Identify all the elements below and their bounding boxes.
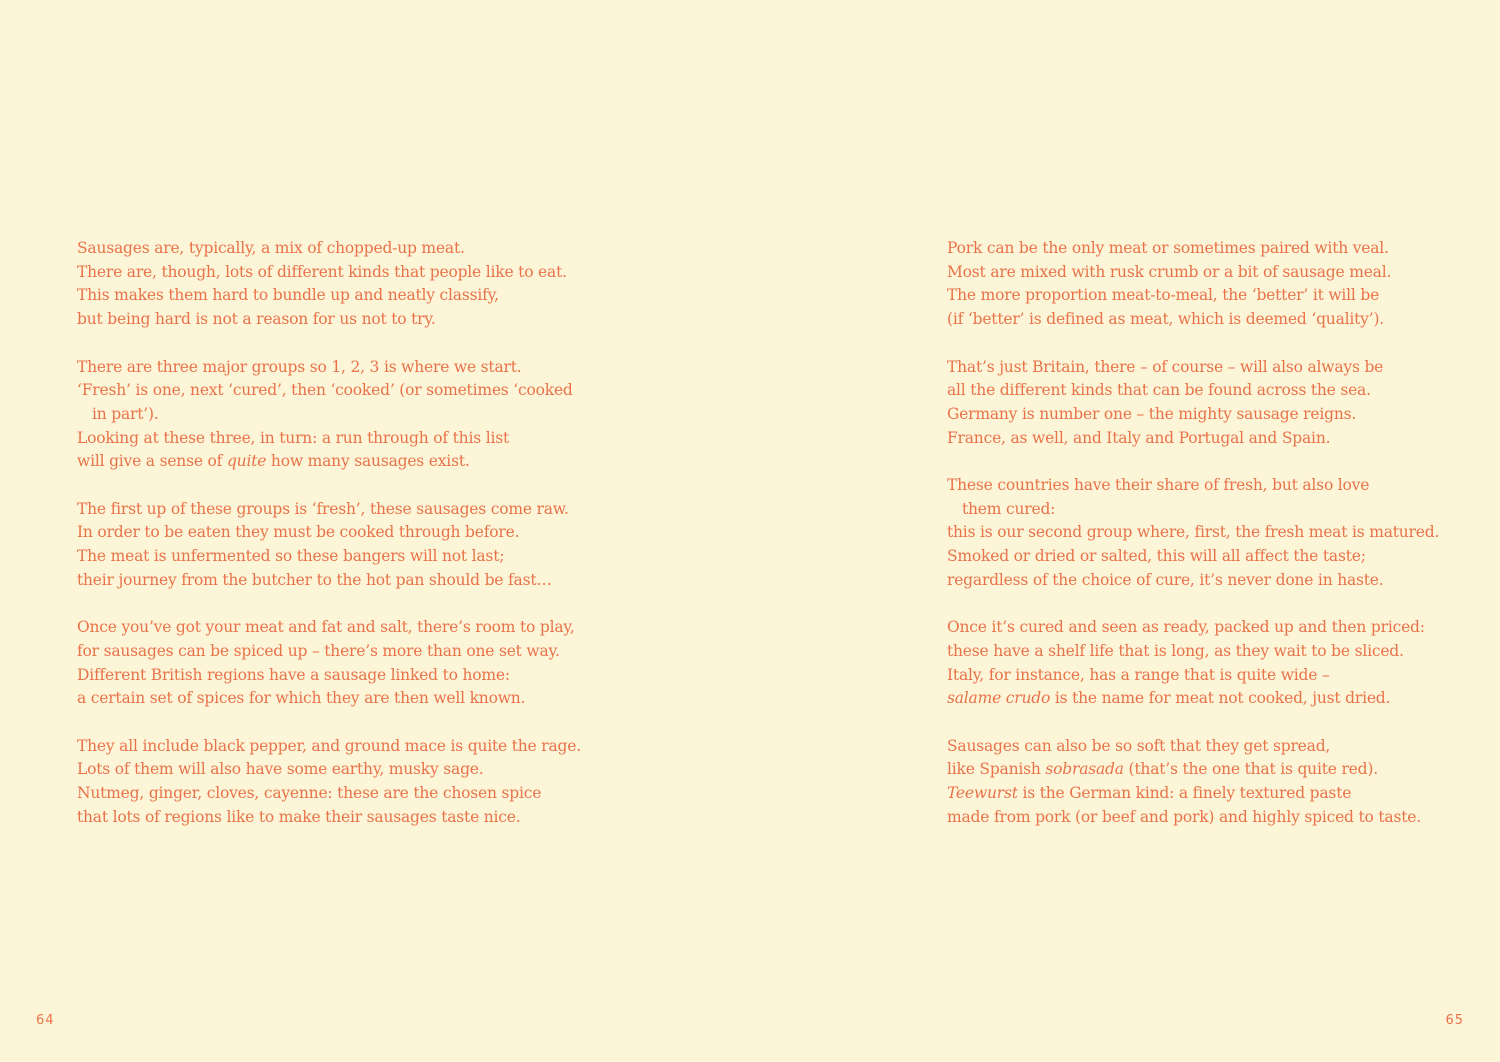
poem-line: ‘Fresh’ is one, next ‘cured’, then ‘cooked’ (or sometimes ‘cooked	[77, 381, 573, 400]
poem-line: Nutmeg, ginger, cloves, cayenne: these are the chosen spice	[77, 784, 542, 803]
poem-line: but being hard is not a reason for us not to try.	[77, 310, 436, 329]
poem-line: That’s just Britain, there – of course – will also always be	[947, 357, 1384, 376]
poem-line: The first up of these groups is ‘fresh’, these sausages come raw.	[77, 499, 569, 518]
poem-line: Italy, for instance, has a range that is quite wide –	[947, 665, 1330, 684]
emphasis-text: Teewurst	[947, 784, 1018, 803]
stanza	[77, 237, 717, 332]
poem-line: Smoked or dried or salted, this will all affect the taste;	[947, 547, 1366, 566]
page-number: 65	[1445, 1013, 1464, 1028]
poem-line: This makes them hard to bundle up and neatly classify,	[77, 286, 499, 305]
poem-line: (if ‘better’ is defined as meat, which is deemed ‘quality’).	[947, 310, 1385, 329]
poem-line: Lots of them will also have some earthy, musky sage.	[77, 760, 484, 779]
stanza	[77, 735, 717, 830]
poem-line: Pork can be the only meat or sometimes paired with veal.	[947, 239, 1389, 257]
page-number: 64	[36, 1013, 55, 1028]
poem-line: Germany is number one – the mighty sausage reigns.	[947, 404, 1357, 423]
stanza	[947, 474, 1487, 593]
poem-line: regardless of the choice of cure, it’s never done in haste.	[947, 570, 1384, 589]
poem-line	[947, 782, 1487, 806]
poem-line	[947, 687, 1487, 711]
poem-line	[77, 450, 717, 474]
poem-line: a certain set of spices for which they are then well known.	[77, 689, 526, 708]
poem-line: Sausages can also be so soft that they get spread,	[947, 736, 1331, 755]
poem-line: These countries have their share of fresh, but also love	[947, 476, 1370, 494]
poem-line	[947, 758, 1487, 782]
poem-line: Once it’s cured and seen as ready, packed up and then priced:	[947, 618, 1425, 637]
poem-line: Sausages are, typically, a mix of chopped-up meat.	[77, 239, 465, 257]
poem-line: that lots of regions like to make their sausages taste nice.	[77, 807, 521, 826]
poem-line: There are, though, lots of different kinds that people like to eat.	[77, 262, 567, 281]
poem-line: France, as well, and Italy and Portugal and Spain.	[947, 428, 1331, 447]
stanza	[77, 616, 717, 711]
stanza	[947, 616, 1487, 711]
poem-column	[947, 237, 1487, 853]
poem-line: this is our second group where, first, the fresh meat is matured.	[947, 523, 1440, 542]
poem-line: all the different kinds that can be found across the sea.	[947, 381, 1371, 400]
poem-line: Different British regions have a sausage linked to home:	[77, 665, 510, 684]
poem-line: The meat is unfermented so these bangers will not last;	[77, 547, 505, 566]
poem-line: They all include black pepper, and ground mace is quite the rage.	[77, 736, 581, 755]
right-page	[750, 0, 1500, 1062]
stanza	[77, 498, 717, 593]
poem-text: is the name for meat not cooked, just dried.	[1050, 689, 1391, 708]
emphasis-text: quite	[226, 452, 267, 471]
poem-line: their journey from the butcher to the hot pan should be fast…	[77, 570, 552, 589]
stanza	[947, 237, 1487, 332]
poem-line: these have a shelf life that is long, as they wait to be sliced.	[947, 641, 1404, 660]
poem-column	[77, 237, 717, 853]
stanza	[947, 735, 1487, 830]
poem-line: for sausages can be spiced up – there’s more than one set way.	[77, 641, 560, 660]
poem-text: (that’s the one that is quite red).	[1123, 760, 1378, 779]
stanza	[947, 356, 1487, 451]
poem-line: made from pork (or beef and pork) and highly spiced to taste.	[947, 807, 1421, 826]
poem-line: Looking at these three, in turn: a run through of this list	[77, 428, 509, 447]
poem-text: will give a sense of	[77, 452, 227, 471]
poem-line: Once you’ve got your meat and fat and salt, there’s room to play,	[77, 618, 575, 637]
stanza	[77, 356, 717, 475]
emphasis-text: salame crudo	[947, 689, 1051, 708]
emphasis-text: sobrasada	[1045, 760, 1124, 779]
poem-line-continuation: in part’).	[92, 404, 159, 423]
poem-line: In order to be eaten they must be cooked through before.	[77, 523, 520, 542]
poem-text: how many sausages exist.	[266, 452, 470, 471]
poem-line: Most are mixed with rusk crumb or a bit of sausage meal.	[947, 262, 1392, 281]
poem-text: is the German kind: a finely textured paste	[1017, 784, 1352, 803]
poem-text: like Spanish	[947, 760, 1046, 779]
poem-line: There are three major groups so 1, 2, 3 is where we start.	[77, 357, 522, 376]
poem-line: The more proportion meat-to-meal, the ‘better’ it will be	[947, 286, 1380, 305]
poem-line-continuation: them cured:	[962, 499, 1056, 518]
